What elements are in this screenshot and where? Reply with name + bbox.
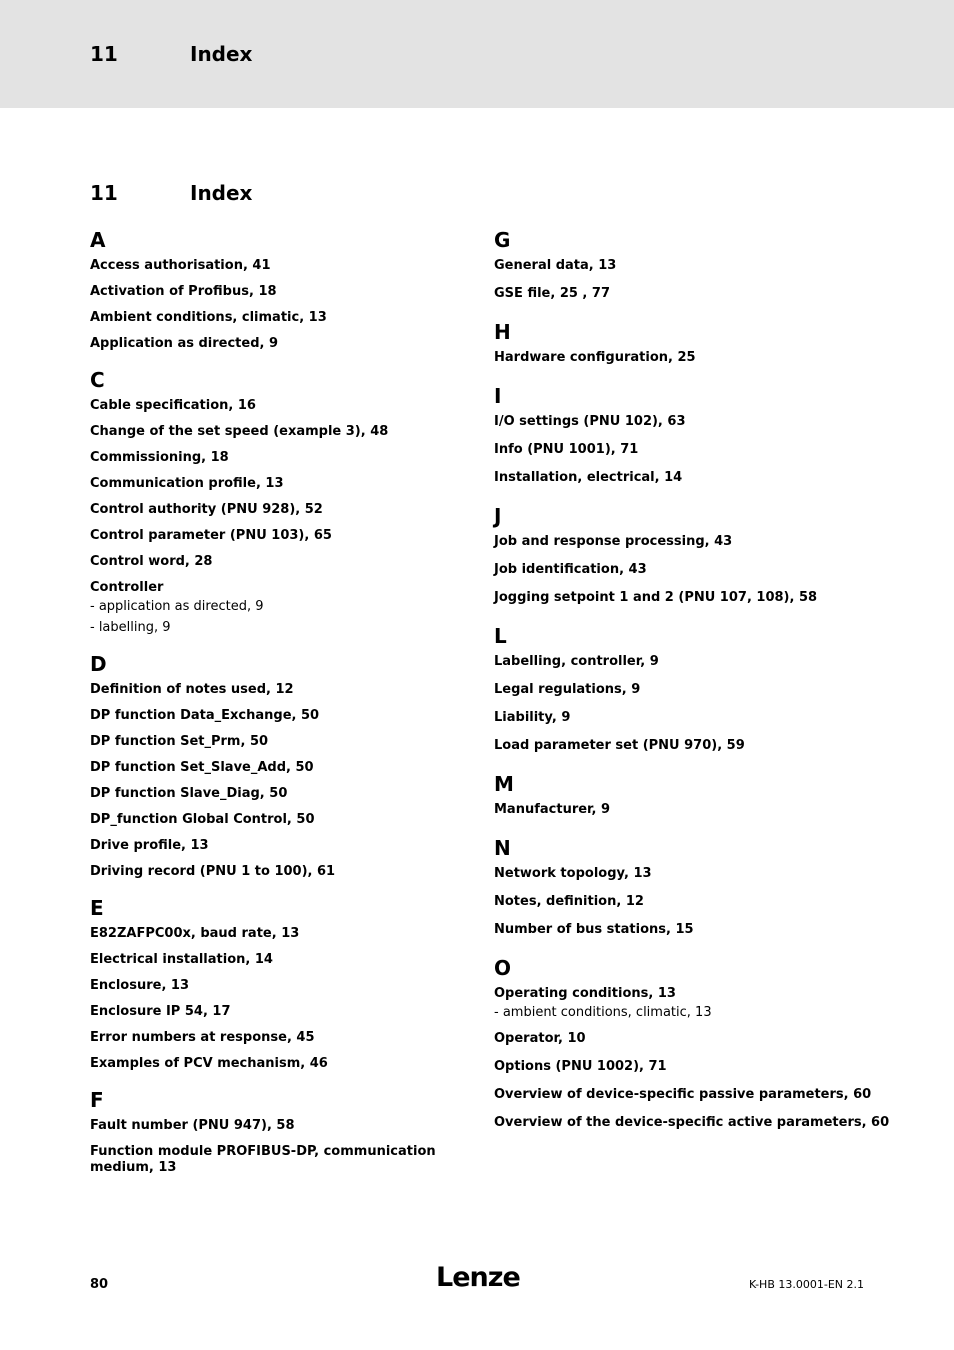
index-entry: E82ZAFPC00x, baud rate, 13 xyxy=(90,926,300,941)
index-entry: Enclosure, 13 xyxy=(90,978,190,993)
index-entry: GSE file, 25 , 77 xyxy=(494,286,610,301)
section-chapter-number: 11 xyxy=(90,181,118,205)
header-band xyxy=(0,0,954,108)
index-entry: DP function Set_Prm, 50 xyxy=(90,734,269,749)
index-column-right xyxy=(494,228,894,1149)
index-entry: Hardware configuration, 25 xyxy=(494,350,696,365)
index-letter: G xyxy=(494,228,511,252)
index-letter: N xyxy=(494,836,511,860)
index-entry: Operator, 10 xyxy=(494,1031,586,1046)
index-entry: Jogging setpoint 1 and 2 (PNU 107, 108), 58 xyxy=(494,590,818,605)
index-group-c xyxy=(90,368,470,636)
index-entry: Error numbers at response, 45 xyxy=(90,1030,315,1045)
index-entry: Application as directed, 9 xyxy=(90,336,279,351)
index-letter: I xyxy=(494,384,502,408)
page-number: 80 xyxy=(90,1277,109,1292)
index-entry: Activation of Profibus, 18 xyxy=(90,284,277,299)
index-group-m xyxy=(494,772,894,818)
index-entry: Notes, definition, 12 xyxy=(494,894,644,909)
index-entry: Job and response processing, 43 xyxy=(494,534,733,549)
index-entry: Ambient conditions, climatic, 13 xyxy=(90,310,327,325)
index-group-d xyxy=(90,652,470,880)
index-letter: C xyxy=(90,368,105,392)
index-entry: Communication profile, 13 xyxy=(90,476,284,491)
index-group-j xyxy=(494,504,894,606)
index-group-o xyxy=(494,956,894,1131)
index-group-h xyxy=(494,320,894,366)
index-entry: Change of the set speed (example 3), 48 xyxy=(90,424,389,439)
index-entry: Load parameter set (PNU 970), 59 xyxy=(494,738,745,753)
index-group-e xyxy=(90,896,470,1072)
index-entry: Installation, electrical, 14 xyxy=(494,470,683,485)
section-chapter-title: Index xyxy=(190,181,253,205)
index-entry: DP function Set_Slave_Add, 50 xyxy=(90,760,314,775)
lenze-logo: Lenze xyxy=(436,1262,520,1293)
index-group-i xyxy=(494,384,894,486)
index-entry: Examples of PCV mechanism, 46 xyxy=(90,1056,328,1071)
index-entry: Job identification, 43 xyxy=(494,562,647,577)
index-letter: J xyxy=(494,504,502,528)
index-entry: Access authorisation, 41 xyxy=(90,258,271,273)
index-entry: Liability, 9 xyxy=(494,710,571,725)
index-entry: Control word, 28 xyxy=(90,554,213,569)
index-entry: Controller xyxy=(90,580,164,595)
index-letter: M xyxy=(494,772,514,796)
index-entry: Control parameter (PNU 103), 65 xyxy=(90,528,332,543)
index-letter: H xyxy=(494,320,511,344)
index-entry: Options (PNU 1002), 71 xyxy=(494,1059,667,1074)
index-subentry: - ambient conditions, climatic, 13 xyxy=(494,1005,712,1020)
index-entry: Function module PROFIBUS-DP, communication medium, 13 xyxy=(90,1144,436,1175)
index-entry: DP function Data_Exchange, 50 xyxy=(90,708,320,723)
index-letter: D xyxy=(90,652,107,676)
index-entry: DP function Slave_Diag, 50 xyxy=(90,786,288,801)
index-entry: Drive profile, 13 xyxy=(90,838,209,853)
index-entry: DP_function Global Control, 50 xyxy=(90,812,315,827)
index-group-g xyxy=(494,228,894,302)
index-group-l xyxy=(494,624,894,754)
index-entry: General data, 13 xyxy=(494,258,617,273)
index-entry: Legal regulations, 9 xyxy=(494,682,641,697)
index-entry: Commissioning, 18 xyxy=(90,450,229,465)
header-chapter-title: Index xyxy=(190,42,253,66)
index-column-left xyxy=(90,228,470,1192)
index-entry: I/O settings (PNU 102), 63 xyxy=(494,414,686,429)
index-group-n xyxy=(494,836,894,938)
document-code: K-HB 13.0001-EN 2.1 xyxy=(749,1278,864,1291)
index-entry: Control authority (PNU 928), 52 xyxy=(90,502,323,517)
index-entry: Cable specification, 16 xyxy=(90,398,256,413)
index-letter: F xyxy=(90,1088,104,1112)
index-entry: Number of bus stations, 15 xyxy=(494,922,694,937)
index-entry: Manufacturer, 9 xyxy=(494,802,611,817)
index-entry: Driving record (PNU 1 to 100), 61 xyxy=(90,864,336,879)
index-entry: Overview of the device-specific active parameters, 60 xyxy=(494,1115,890,1130)
index-group-a xyxy=(90,228,470,352)
index-entry: Network topology, 13 xyxy=(494,866,652,881)
index-entry: Info (PNU 1001), 71 xyxy=(494,442,639,457)
index-subentry: - labelling, 9 xyxy=(90,620,171,635)
index-entry: Definition of notes used, 12 xyxy=(90,682,294,697)
header-chapter-number: 11 xyxy=(90,42,118,66)
index-subentry: - application as directed, 9 xyxy=(90,599,264,614)
index-letter: A xyxy=(90,228,106,252)
index-entry: Overview of device-specific passive parameters, 60 xyxy=(494,1087,872,1102)
index-entry: Fault number (PNU 947), 58 xyxy=(90,1118,295,1133)
index-group-f xyxy=(90,1088,470,1176)
index-letter: L xyxy=(494,624,507,648)
index-letter: O xyxy=(494,956,512,980)
index-entry: Enclosure IP 54, 17 xyxy=(90,1004,231,1019)
index-entry: Electrical installation, 14 xyxy=(90,952,273,967)
index-entry: Labelling, controller, 9 xyxy=(494,654,659,669)
index-entry: Operating conditions, 13 xyxy=(494,986,676,1001)
index-letter: E xyxy=(90,896,104,920)
